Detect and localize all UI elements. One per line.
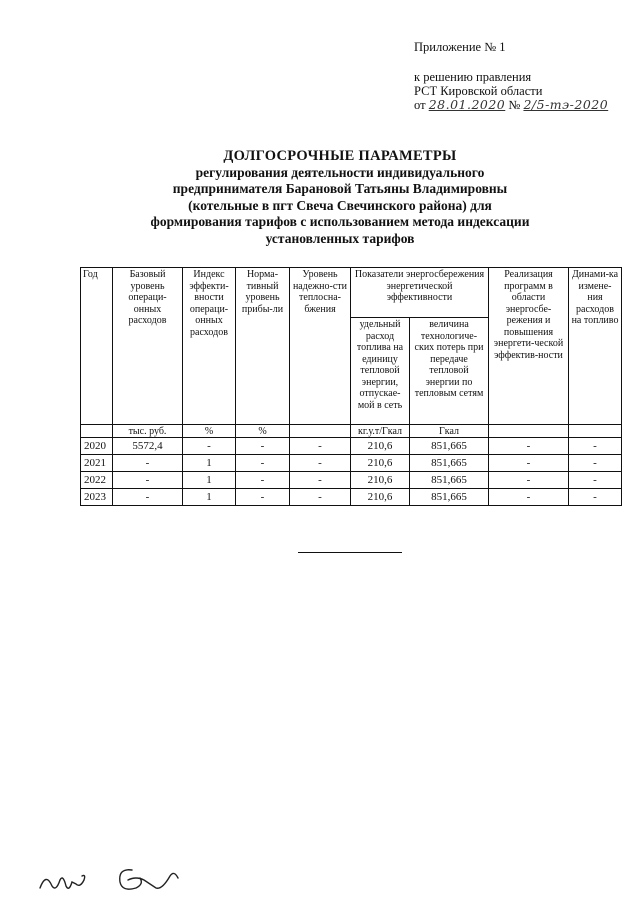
cell-programs: - [489,489,569,506]
header-profit-level: Норма-тивный уровень прибы-ли [236,268,290,425]
unit-fuel-rate: кг.у.т/Гкал [351,425,410,438]
heading-line-5: формирования тарифов с использованием метода индексации [150,214,530,229]
header-losses: величина технологиче-ских потерь при передаче тепловой энергии по тепловым сетям [410,318,489,425]
header-energy-group: Показатели энергосбережения энергетической эффективности [351,268,489,318]
cell-fuel: 210,6 [351,472,410,489]
cell-dynamics: - [569,472,622,489]
heading-main: ДОЛГОСРОЧНЫЕ ПАРАМЕТРЫ [223,148,457,164]
cell-reliability: - [290,455,351,472]
header-efficiency-index: Индекс эффекти-вности операци-онных расходов [183,268,236,425]
appendix-decision-line: к решению правления [414,70,532,84]
cell-fuel: 210,6 [351,438,410,455]
heading-line-4: (котельные в пгт Свеча Свечинского района) для [188,197,492,213]
cell-reliability: - [290,489,351,506]
cell-dynamics: - [569,455,622,472]
cell-base: - [113,489,183,506]
number-prefix: № [508,98,521,112]
cell-profit: - [236,438,290,455]
cell-fuel: 210,6 [351,489,410,506]
cell-profit: - [236,472,290,489]
heading-line-2: регулирования деятельности индивидуального [195,164,485,180]
cell-reliability: - [290,472,351,489]
cell-index: - [183,438,236,455]
cell-index: 1 [183,455,236,472]
unit-fuel-dynamics [569,425,622,438]
table-row [81,489,622,506]
cell-base: 5572,4 [113,438,183,455]
cell-year: 2023 [81,489,113,506]
cell-programs: - [489,455,569,472]
cell-losses: 851,665 [410,472,489,489]
appendix-authority-line: РСТ Кировской области [414,84,543,98]
closing-rule [298,552,402,553]
appendix-date-line [414,98,624,112]
unit-reliability [290,425,351,438]
cell-losses: 851,665 [410,455,489,472]
table-row [81,472,622,489]
cell-dynamics: - [569,438,622,455]
unit-profit-level: % [236,425,290,438]
cell-losses: 851,665 [410,438,489,455]
cell-profit: - [236,455,290,472]
cell-year: 2022 [81,472,113,489]
unit-efficiency-index: % [183,425,236,438]
decision-number: 2/5-тэ-2020 [523,97,609,112]
cell-losses: 851,665 [410,489,489,506]
from-prefix: от [414,98,426,112]
table-row [81,455,622,472]
cell-profit: - [236,489,290,506]
cell-dynamics: - [569,489,622,506]
header-fuel-dynamics: Динами-ка измене-ния расходов на топливо [569,268,622,425]
cell-index: 1 [183,489,236,506]
handwritten-signature [36,858,216,898]
unit-losses: Гкал [410,425,489,438]
table-row [81,438,622,455]
cell-base: - [113,472,183,489]
cell-year: 2021 [81,455,113,472]
cell-year: 2020 [81,438,113,455]
appendix-title: Приложение № 1 [414,40,506,54]
cell-programs: - [489,438,569,455]
unit-year [81,425,113,438]
cell-reliability: - [290,438,351,455]
heading-line-3: предпринимателя Барановой Татьяны Владимировны [172,181,508,196]
appendix-block [414,40,624,112]
parameters-table [80,267,622,506]
cell-fuel: 210,6 [351,455,410,472]
heading-line-6: установленных тарифов [265,230,415,246]
header-programs: Реализация программ в области энергосбе-режения и повышения энергети-ческой эффектив-ности [489,268,569,425]
header-base-level: Базовый уровень операци-онных расходов [113,268,183,425]
unit-base-level: тыс. руб. [113,425,183,438]
decision-date: 28.01.2020 [428,97,506,112]
cell-index: 1 [183,472,236,489]
header-year: Год [81,268,113,425]
cell-programs: - [489,472,569,489]
header-fuel-rate: удельный расход топлива на единицу тепловой энергии, отпускае-мой в сеть [351,318,410,425]
unit-programs [489,425,569,438]
header-reliability: Уровень надежно-сти теплосна-бжения [290,268,351,425]
document-heading [100,148,580,247]
cell-base: - [113,455,183,472]
